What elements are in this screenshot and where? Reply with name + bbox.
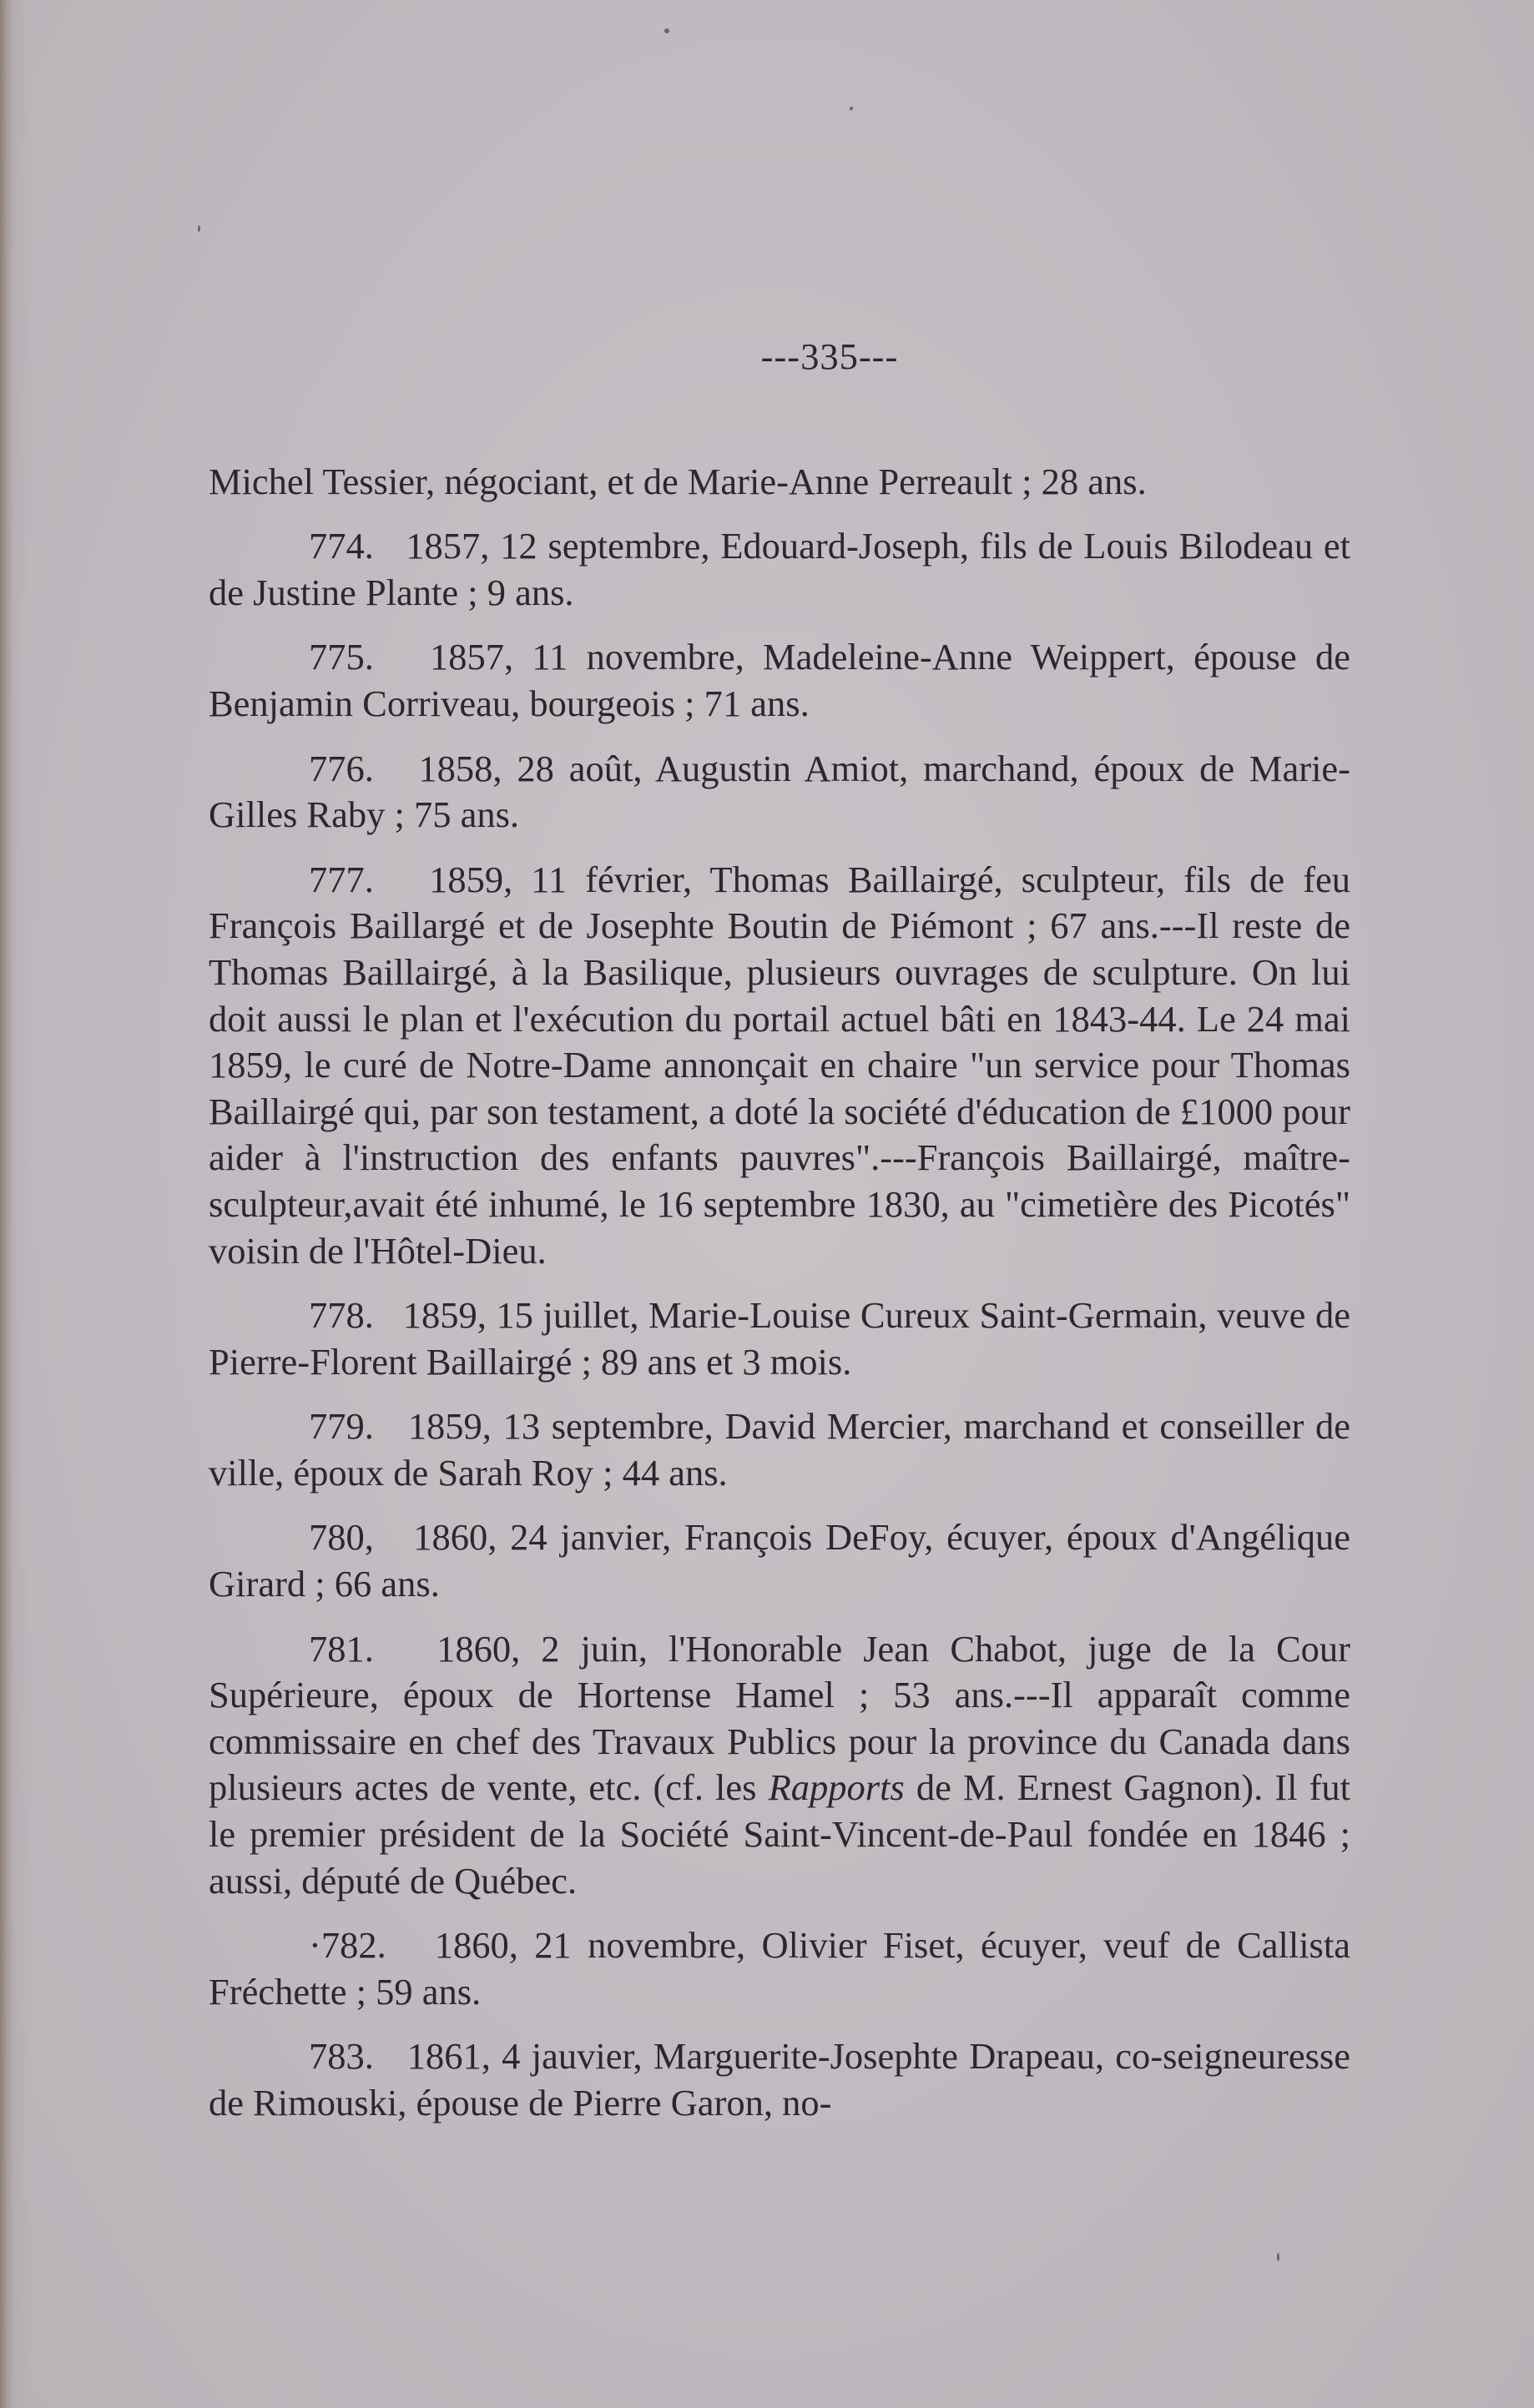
entry-text-before-italic: 1860, 2 juin, l'Honorable Jean Chabot, juge de la Cour Supérieure, époux de Hortense Hamel ; 53 ans.---Il apparaît comme commissaire en chef des Travaux Publics pour la province du Canada dans plusieurs actes de vente, etc. (cf. les: [209, 1627, 1351, 1809]
paper-speck: [198, 225, 200, 232]
entry-number: 774.: [309, 525, 374, 567]
paper-speck: [850, 107, 853, 110]
paper-speck: [1277, 2253, 1279, 2261]
entry-text: 1861, 4 jauvier, Marguerite-Josephte Drapeau, co-seigneuresse de Rimouski, épouse de Pierre Garon, no-: [209, 2035, 1351, 2123]
entry-778: [209, 1292, 1350, 1385]
page-number: ---335---: [760, 335, 899, 377]
document-body: [209, 334, 1350, 2145]
entry-number: 780,: [309, 1516, 374, 1559]
paragraph-continuation: [209, 459, 1350, 506]
entry-text: 1857, 12 septembre, Edouard-Joseph, fils de Louis Bilodeau et de Justine Plante ; 9 ans.: [209, 525, 1350, 613]
entry-number: 775.: [309, 636, 374, 678]
entry-780: [209, 1514, 1350, 1607]
entry-775: [209, 634, 1350, 727]
entry-text: 1859, 15 juillet, Marie-Louise Cureux Saint-Germain, veuve de Pierre-Florent Baillairgé ; 89 ans et 3 mois.: [209, 1294, 1351, 1383]
entry-781: [209, 1626, 1350, 1905]
entry-number: 776.: [309, 747, 374, 789]
entry-776: [209, 746, 1350, 839]
binding-edge: [0, 0, 12, 2408]
entry-783: [209, 2033, 1350, 2126]
entry-text-after-italic: de M. Ernest Gagnon). Il fut le premier président de la Société Saint-Vincent-de-Paul fondée en 1846 ; aussi, député de Québec.: [209, 1766, 1351, 1902]
entry-number: 778.: [309, 1294, 374, 1337]
entry-text: 1860, 21 novembre, Olivier Fiset, écuyer, veuf de Callista Fréchette ; 59 ans.: [209, 1924, 1350, 2013]
entry-774: [209, 523, 1350, 616]
paragraph-text: Michel Tessier, négociant, et de Marie-Anne Perreault ; 28 ans.: [209, 460, 1147, 502]
entry-number: 777.: [309, 858, 374, 900]
italic-title: Rapports: [768, 1766, 905, 1809]
paper-speck: [664, 28, 669, 33]
entry-text: 1858, 28 août, Augustin Amiot, marchand, époux de Marie-Gilles Raby ; 75 ans.: [209, 747, 1351, 836]
entry-text: 1860, 24 janvier, François DeFoy, écuyer, époux d'Angélique Girard ; 66 ans.: [209, 1516, 1350, 1605]
entry-text: 1857, 11 novembre, Madeleine-Anne Weippert, épouse de Benjamin Corriveau, bourgeois ; 71 ans.: [209, 636, 1351, 724]
entry-number: 783.: [309, 2035, 374, 2078]
entry-777: [209, 857, 1350, 1274]
entry-number: ·782.: [309, 1924, 386, 1967]
entry-text: 1859, 11 février, Thomas Baillairgé, sculpteur, fils de feu François Baillargé et de Josephte Boutin de Piémont ; 67 ans.---Il reste de Thomas Baillairgé, à la Basilique, plusieurs ouvrages de sculpture. On lui doit aussi le plan et l'exécution du portail actuel bâti en 1843-44. Le 24 mai 1859, le curé de Notre-Dame annonçait en chaire "un service pour Thomas Baillairgé qui, par son testament, a doté la société d'éducation de £1000 pour aider à l'instruction des enfants pauvres".---François Baillairgé, maître-sculpteur,avait été inhumé, le 16 septembre 1830, au "cimetière des Picotés" voisin de l'Hôtel-Dieu.: [209, 858, 1351, 1272]
entry-782: [209, 1922, 1350, 2015]
entry-779: [209, 1403, 1350, 1496]
entry-text: 1859, 13 septembre, David Mercier, marchand et conseiller de ville, époux de Sarah Roy ; 44 ans.: [209, 1405, 1350, 1494]
entry-number: 779.: [309, 1405, 374, 1448]
entry-number: 781.: [309, 1627, 374, 1670]
